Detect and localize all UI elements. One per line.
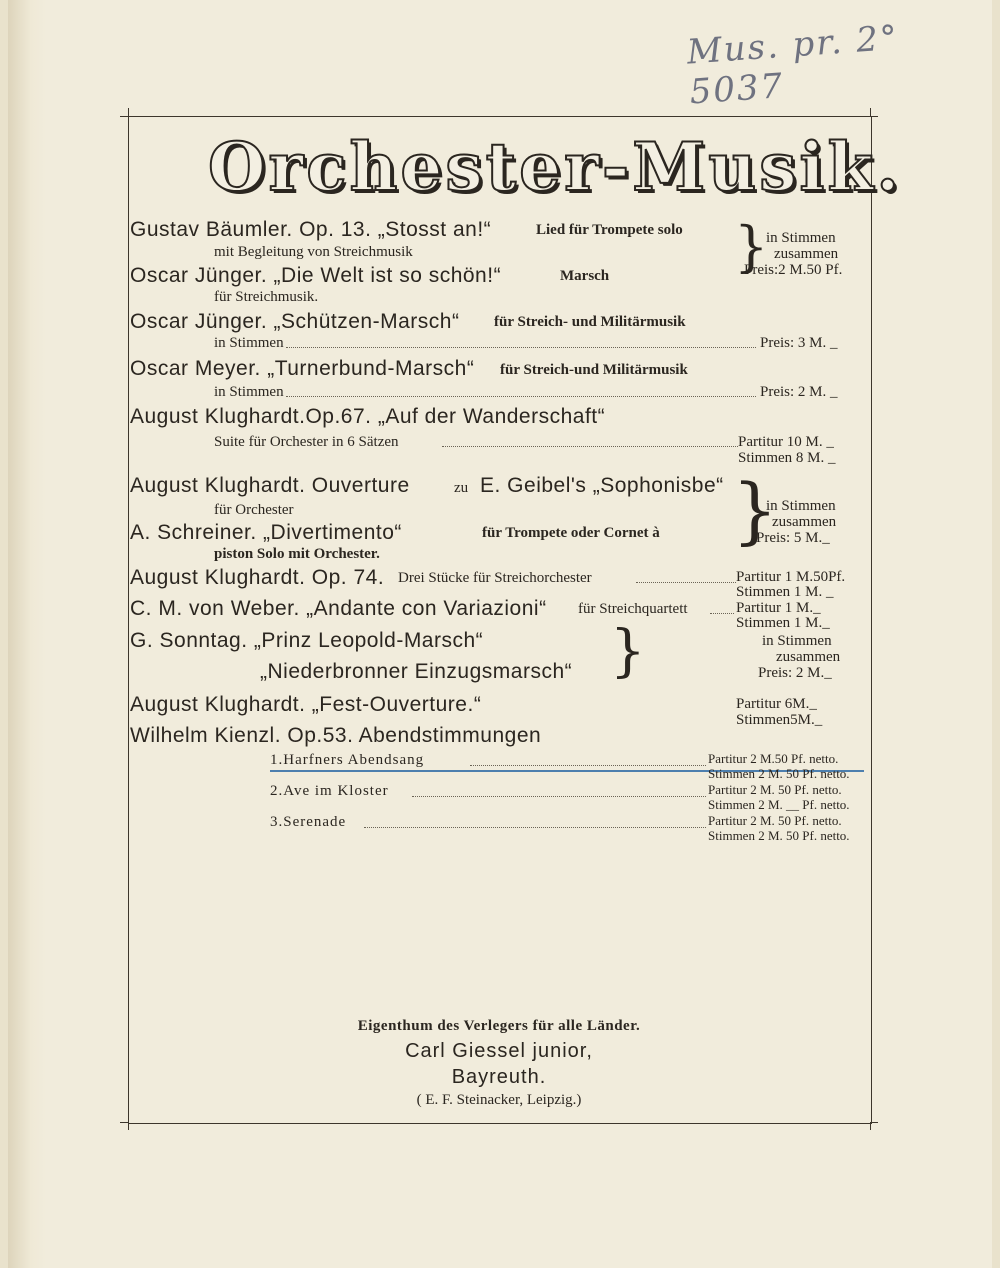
group3-price-line2: zusammen [776, 649, 841, 665]
frame-corner-tick [128, 108, 129, 116]
frame-corner-tick [120, 1122, 128, 1123]
entry-festouv-price2: Stimmen5M._ [736, 712, 823, 728]
leader-dots [636, 582, 736, 583]
kienzl-item-price-parts: Stimmen 2 M. __ Pf. netto. [708, 797, 850, 812]
kienzl-item-price-parts: Stimmen 2 M. 50 Pf. netto. [708, 828, 850, 843]
kienzl-item-label: 2.Ave im Kloster [270, 783, 389, 799]
frame-corner-tick [870, 1122, 871, 1130]
page-spine-shadow [8, 0, 46, 1268]
frame-corner-tick [870, 108, 871, 116]
group1-price-line3: Preis:2 M.50 Pf. [744, 262, 843, 278]
entry-weber-price2: Stimmen 1 M._ [736, 615, 830, 631]
footer-publisher: Carl Giessel junior, [405, 1040, 593, 1062]
group2-price-line1: in Stimmen [766, 498, 836, 514]
frame-corner-tick [128, 1122, 129, 1130]
entry-klughardt-ouv-sub: für Orchester [214, 502, 294, 518]
kienzl-item-price-score: Partitur 2 M. 50 Pf. netto. [708, 813, 842, 828]
entry-klughardt74-price2: Stimmen 1 M. _ [736, 584, 834, 600]
frame-corner-tick [870, 116, 878, 117]
entry-klughardt74-head: August Klughardt. Op. 74. [130, 566, 385, 589]
entry-sonntag-head: G. Sonntag. „Prinz Leopold-Marsch“ [130, 629, 484, 652]
entry-juenger2-sub: in Stimmen [214, 335, 284, 351]
entry-juenger2-desc: für Streich- und Militärmusik [494, 314, 686, 330]
group1-price-line1: in Stimmen [766, 230, 836, 246]
entry-juenger2-price: Preis: 3 M. _ [760, 335, 838, 351]
entry-baeumler-sub: mit Begleitung von Streichmusik [214, 244, 413, 260]
group3-price-line1: in Stimmen [762, 633, 832, 649]
entry-juenger1-sub: für Streichmusik. [214, 289, 319, 305]
entry-schreiner-sub: piston Solo mit Orchester. [214, 546, 380, 562]
entry-weber-head: C. M. von Weber. „Andante con Variazioni“ [130, 597, 547, 620]
leader-dots [286, 347, 756, 348]
entry-baeumler-head: Gustav Bäumler. Op. 13. „Stosst an!“ [130, 218, 492, 241]
entry-schreiner-desc: für Trompete oder Cornet à [482, 525, 660, 541]
entry-weber-desc: für Streichquartett [578, 601, 688, 617]
entry-klughardt67-head: August Klughardt.Op.67. „Auf der Wanderschaft“ [130, 405, 606, 428]
entry-klughardt67-sub: Suite für Orchester in 6 Sätzen [214, 434, 399, 450]
leader-dots [470, 765, 706, 766]
entry-klughardt74-desc: Drei Stücke für Streichorchester [398, 570, 592, 586]
entry-meyer-desc: für Streich-und Militärmusik [500, 362, 688, 378]
entry-klughardt67-price2: Stimmen 8 M. _ [738, 450, 836, 466]
entry-meyer-head: Oscar Meyer. „Turnerbund-Marsch“ [130, 357, 475, 380]
kienzl-item-price-parts: Stimmen 2 M. 50 Pf. netto. [708, 766, 850, 781]
entry-juenger1-desc: Marsch [560, 268, 610, 284]
leader-dots [710, 613, 734, 614]
entry-sonntag-head2: „Niederbronner Einzugsmarsch“ [260, 660, 573, 683]
entry-meyer-sub: in Stimmen [214, 384, 284, 400]
leader-dots [412, 796, 706, 797]
footer-distributor: ( E. F. Steinacker, Leipzig.) [416, 1092, 582, 1108]
entry-kienzl-head: Wilhelm Kienzl. Op.53. Abendstimmungen [130, 724, 542, 747]
kienzl-item-price-score: Partitur 2 M. 50 Pf. netto. [708, 782, 842, 797]
frame-corner-tick [870, 1122, 878, 1123]
group2-price-line3: Preis: 5 M._ [756, 530, 830, 546]
entry-klughardt-ouv-head2: E. Geibel's „Sophonisbe“ [480, 474, 724, 497]
leader-dots [442, 446, 738, 447]
entry-baeumler-desc: Lied für Trompete solo [536, 222, 683, 238]
entry-klughardt-ouv-head: August Klughardt. Ouverture [130, 474, 410, 497]
group2-price-line2: zusammen [772, 514, 837, 530]
footer-copyright: Eigenthum des Verlegers für alle Länder. [357, 1018, 641, 1034]
leader-dots [364, 827, 706, 828]
leader-dots [286, 396, 756, 397]
group-brace: } [610, 619, 646, 684]
entry-klughardt74-price1: Partitur 1 M.50Pf. [736, 569, 846, 585]
entry-meyer-price: Preis: 2 M. _ [760, 384, 838, 400]
group-brace: } [732, 468, 778, 552]
kienzl-item-label: 1.Harfners Abendsang [270, 752, 425, 768]
entry-schreiner-head: A. Schreiner. „Divertimento“ [130, 521, 402, 544]
group-brace: } [734, 215, 769, 278]
entry-klughardt67-price1: Partitur 10 M. _ [738, 434, 834, 450]
footer-city: Bayreuth. [451, 1066, 547, 1088]
kienzl-item-price-score: Partitur 2 M.50 Pf. netto. [708, 751, 839, 766]
entry-festouv-price1: Partitur 6M._ [736, 696, 817, 712]
frame-corner-tick [120, 116, 128, 117]
page-title: Orchester-Musik. [208, 128, 903, 206]
document-page [8, 0, 992, 1268]
group1-price-line2: zusammen [774, 246, 839, 262]
entry-weber-price1: Partitur 1 M._ [736, 600, 821, 616]
entry-klughardt-ouv-mid: zu [454, 480, 469, 496]
group3-price-line3: Preis: 2 M._ [758, 665, 832, 681]
manuscript-shelfmark: Mus. pr. 2° 5037 [685, 17, 901, 113]
entry-festouv-head: August Klughardt. „Fest-Ouverture.“ [130, 693, 482, 716]
kienzl-item-label: 3.Serenade [270, 814, 347, 830]
entry-juenger1-head: Oscar Jünger. „Die Welt ist so schön!“ [130, 264, 502, 287]
entry-juenger2-head: Oscar Jünger. „Schützen-Marsch“ [130, 310, 460, 333]
